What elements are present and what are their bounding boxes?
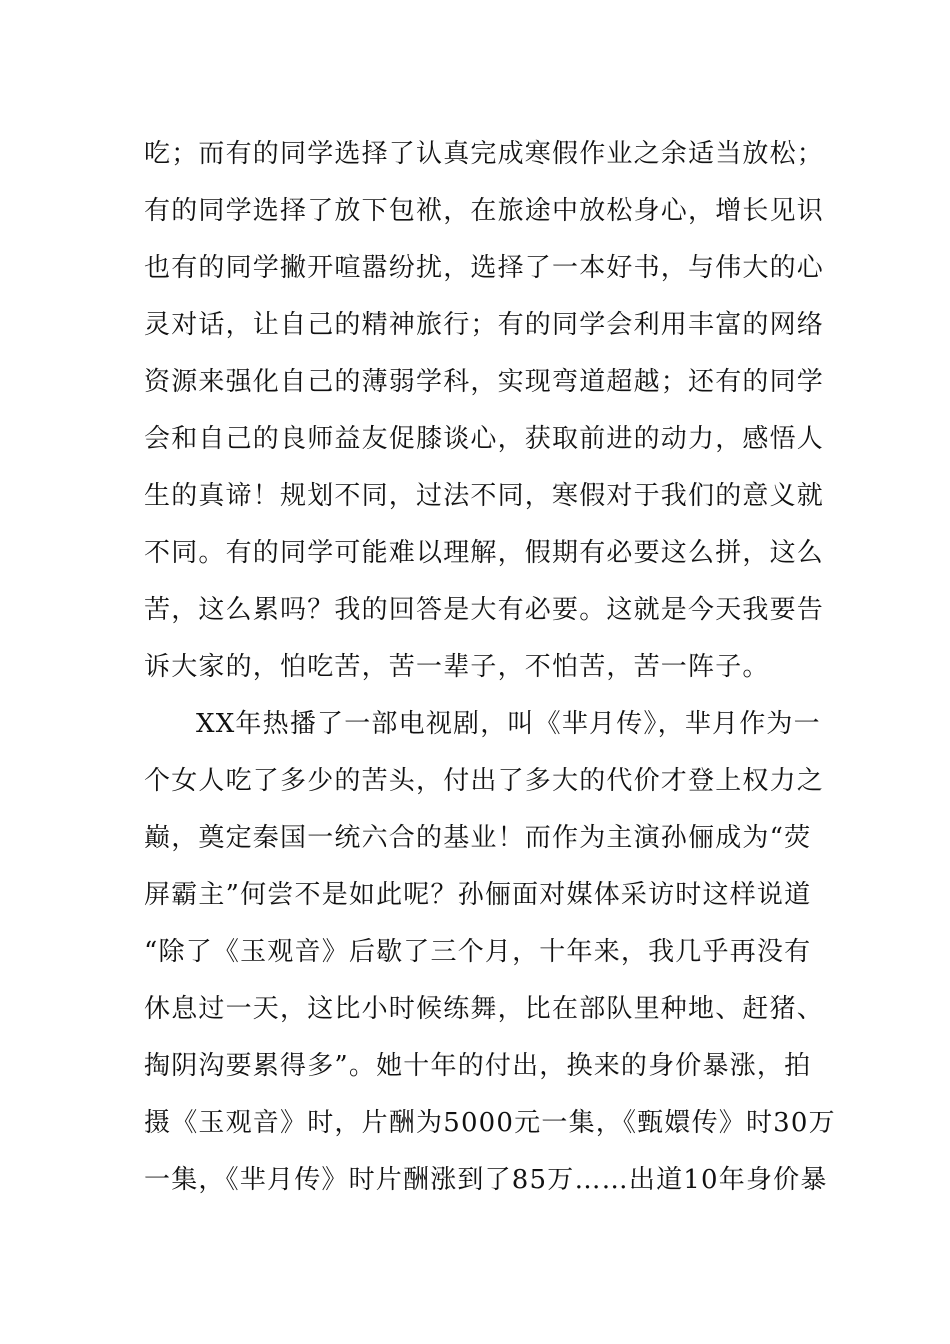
text-line: 诉大家的，怕吃苦，苦一辈子，不怕苦，苦一阵子。 (144, 652, 770, 682)
text-line: 会和自己的良师益友促膝谈心，获取前进的动力，感悟人 (144, 424, 825, 454)
text-line: 生的真谛！规划不同，过法不同，寒假对于我们的意义就 (144, 481, 825, 511)
text-line: 巅，奠定秦国一统六合的基业！而作为主演孙俪成为“荧 (144, 823, 812, 853)
text-line: 吃；而有的同学选择了认真完成寒假作业之余适当放松； (144, 139, 825, 169)
text-line: 掏阴沟要累得多”。她十年的付出，换来的身价暴涨，拍 (144, 1051, 812, 1081)
text-line: “除了《玉观音》后歇了三个月，十年来，我几乎再没有 (144, 937, 812, 967)
paragraph-first-line: XX年热播了一部电视剧，叫《芈月传》，芈月作为一 (196, 709, 821, 739)
text-line: 灵对话，让自己的精神旅行；有的同学会利用丰富的网络 (144, 310, 825, 340)
text-line: 一集，《芈月传》时片酬涨到了85万……出道10年身价暴 (144, 1165, 828, 1195)
text-line: 有的同学选择了放下包袱，在旅途中放松身心，增长见识 (144, 196, 825, 226)
text-line: 不同。有的同学可能难以理解，假期有必要这么拼，这么 (144, 538, 825, 568)
text-line: 资源来强化自己的薄弱学科，实现弯道超越；还有的同学 (144, 367, 825, 397)
text-line: 休息过一天，这比小时候练舞，比在部队里种地、赶猪、 (144, 994, 825, 1024)
text-line: 苦，这么累吗？我的回答是大有必要。这就是今天我要告 (144, 595, 825, 625)
text-line: 也有的同学撇开喧嚣纷扰，选择了一本好书，与伟大的心 (144, 253, 825, 283)
text-line: 个女人吃了多少的苦头，付出了多大的代价才登上权力之 (144, 766, 825, 796)
text-line: 屏霸主”何尝不是如此呢？孙俪面对媒体采访时这样说道 (144, 880, 812, 910)
text-line: 摄《玉观音》时，片酬为5000元一集，《甄嬛传》时30万 (144, 1108, 836, 1138)
